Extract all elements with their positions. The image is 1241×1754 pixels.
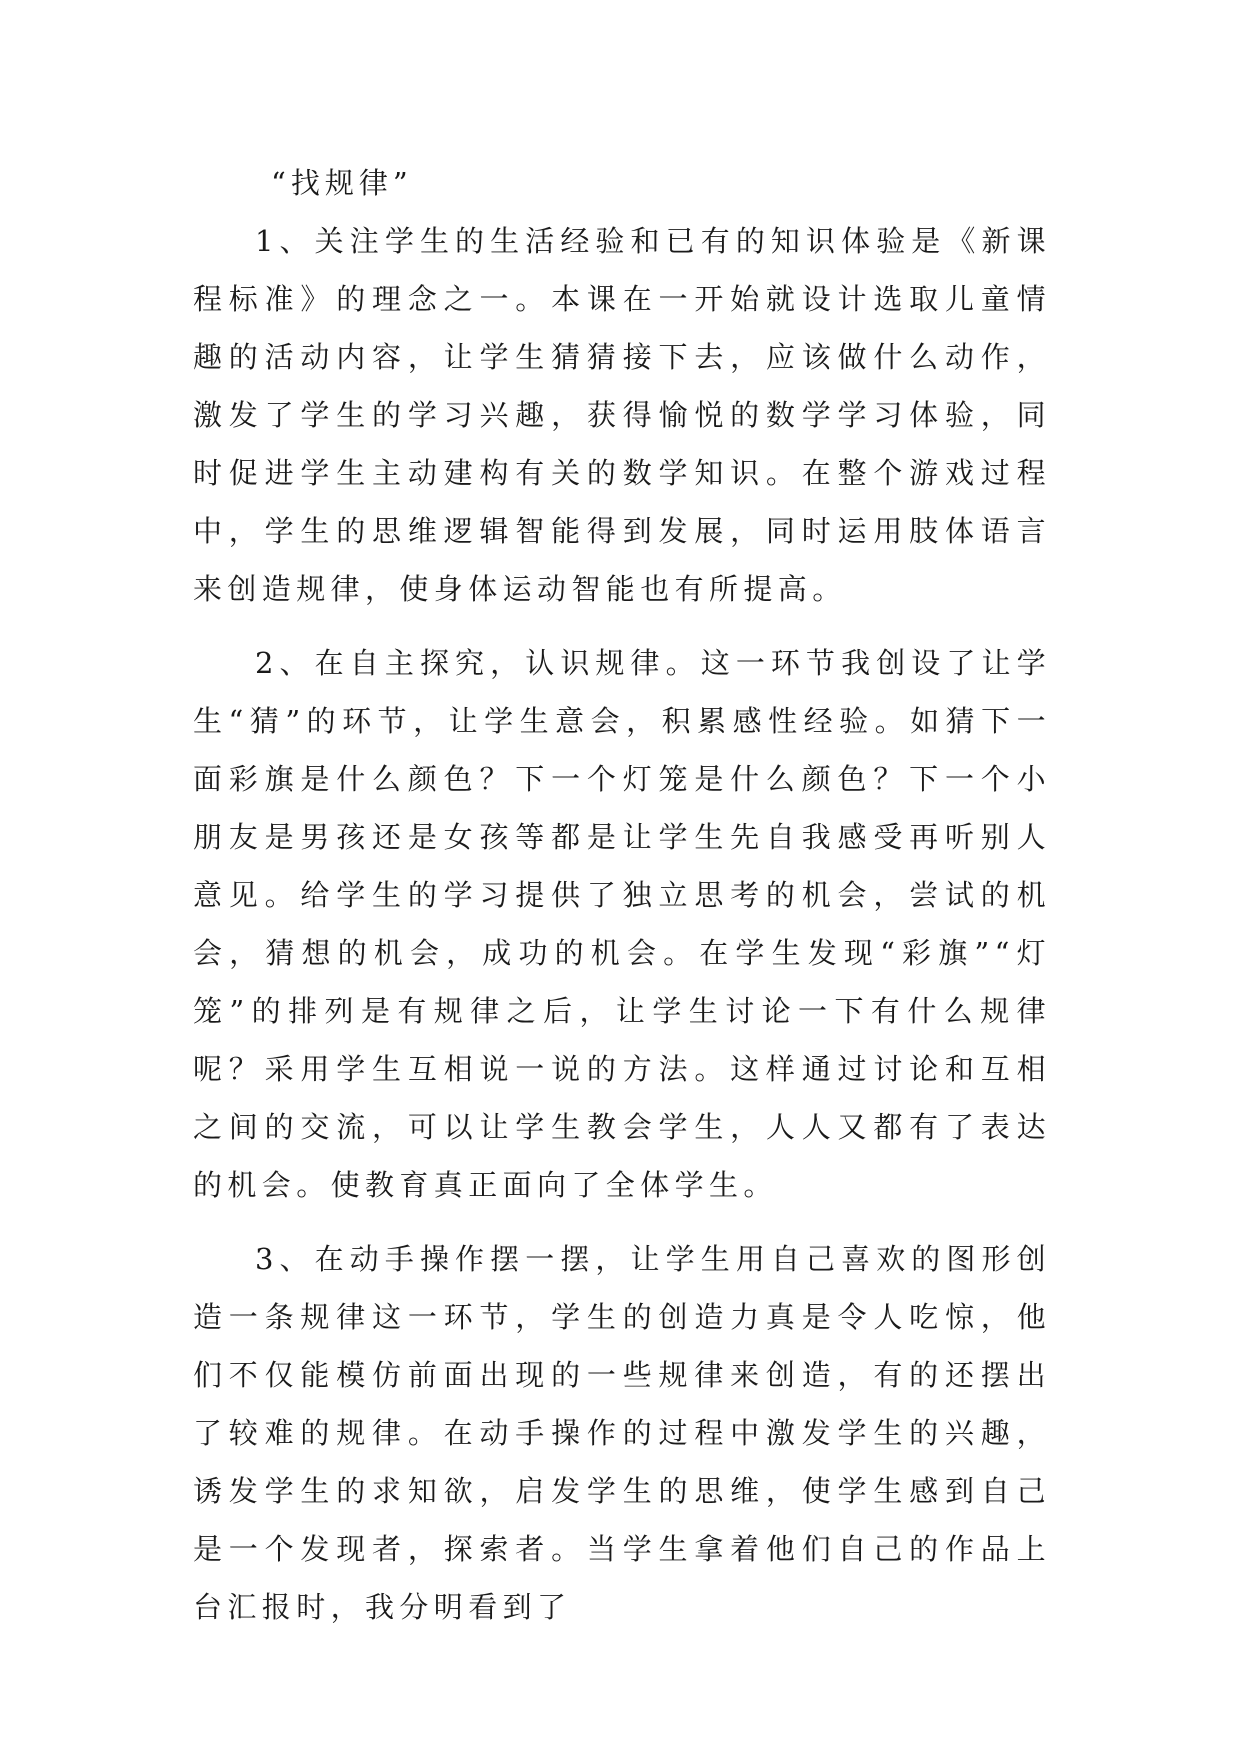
paragraph-1: 1、关注学生的生活经验和已有的知识体验是《新课程标准》的理念之一。本课在一开始就设计选取儿童情趣的活动内容，让学生猜猜接下去，应该做什么动作，激发了学生的学习兴趣，获得愉悦的数学学习体验，同时促进学生主动建构有关的数学知识。在整个游戏过程中，学生的思维逻辑智能得到发展，同时运用肢体语言来创造规律，使身体运动智能也有所提高。 xyxy=(193,224,1051,606)
document-body xyxy=(193,154,1051,1636)
paragraph-3: 3、在动手操作摆一摆，让学生用自己喜欢的图形创造一条规律这一环节，学生的创造力真是令人吃惊，他们不仅能模仿前面出现的一些规律来创造，有的还摆出了较难的规律。在动手操作的过程中激发学生的兴趣，诱发学生的求知欲，启发学生的思维，使学生感到自己是一个发现者，探索者。当学生拿着他们自己的作品上台汇报时，我分明看到了 xyxy=(193,1242,1051,1624)
document-title: “找规律” xyxy=(271,166,413,200)
paragraph-2: 2、在自主探究，认识规律。这一环节我创设了让学生“猜”的环节，让学生意会，积累感性经验。如猜下一面彩旗是什么颜色？下一个灯笼是什么颜色？下一个小朋友是男孩还是女孩等都是让学生先自我感受再听别人意见。给学生的学习提供了独立思考的机会，尝试的机会，猜想的机会，成功的机会。在学生发现“彩旗”“灯笼”的排列是有规律之后，让学生讨论一下有什么规律呢？采用学生互相说一说的方法。这样通过讨论和互相之间的交流，可以让学生教会学生，人人又都有了表达的机会。使教育真正面向了全体学生。 xyxy=(193,646,1051,1202)
